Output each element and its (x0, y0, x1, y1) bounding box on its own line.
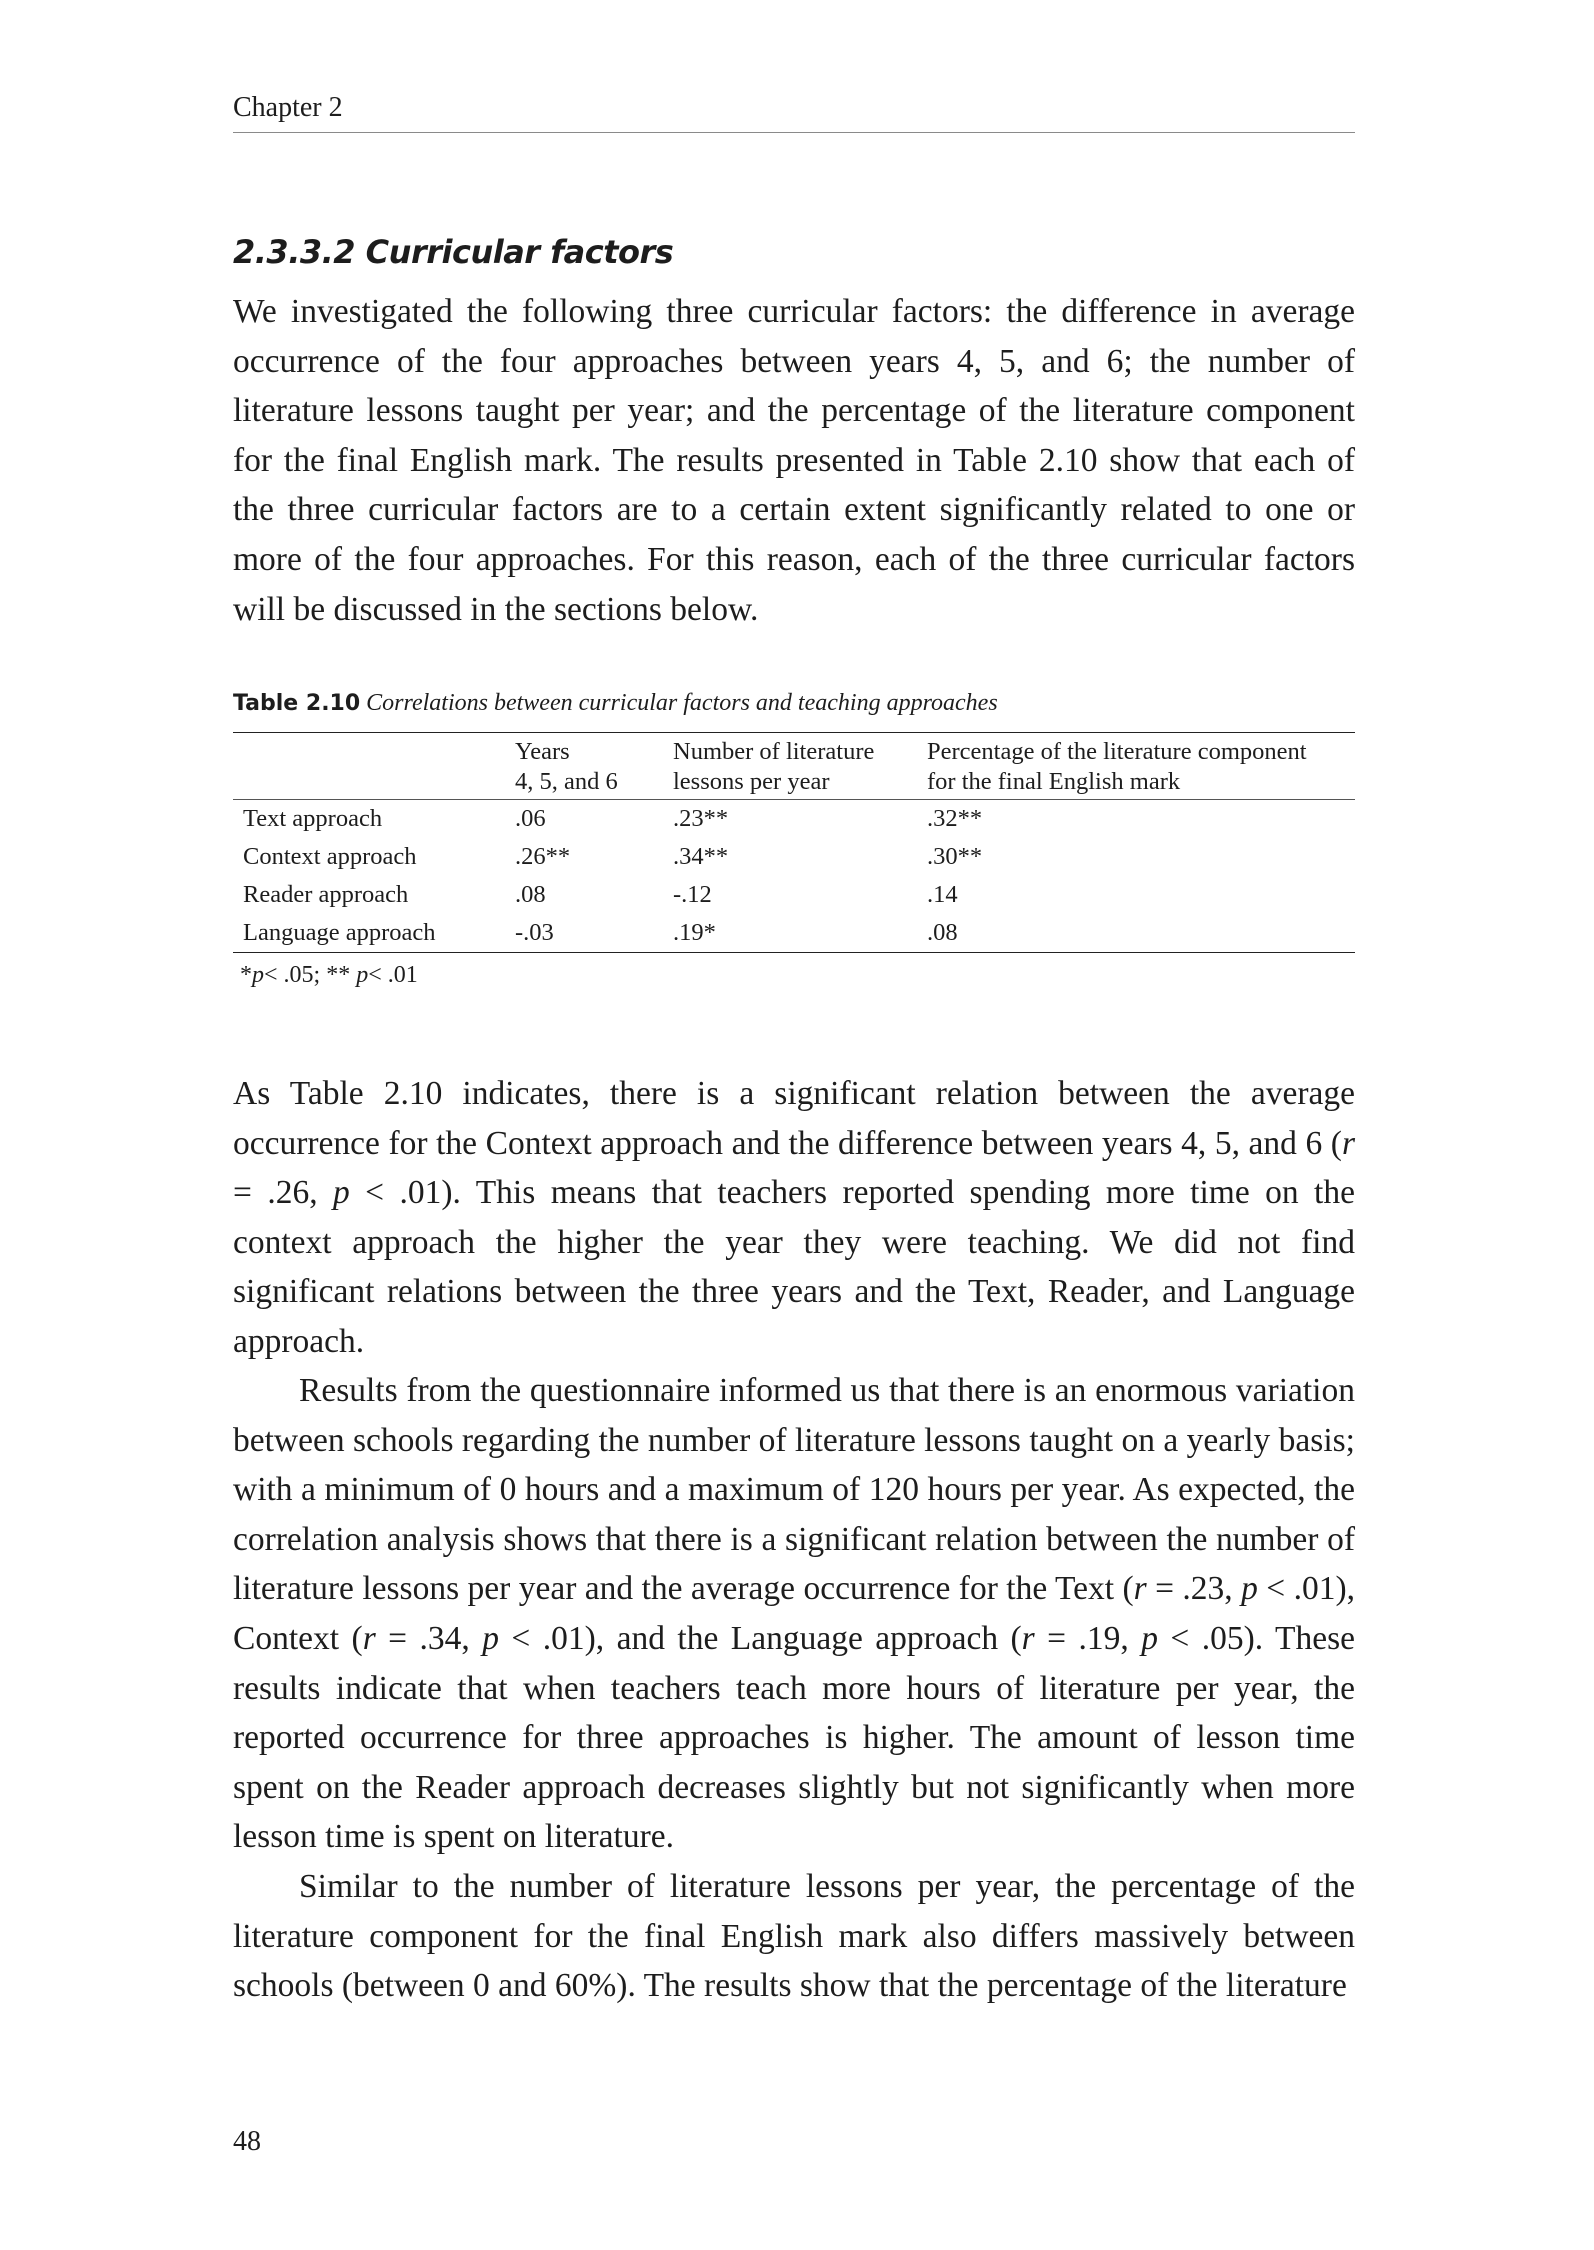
table-caption-text: Correlations between curricular factors and teaching approaches (366, 690, 998, 716)
stat-p: p (1141, 1619, 1158, 1657)
table-cell: -.03 (515, 919, 554, 946)
table-cell: .08 (927, 919, 958, 946)
table-header-lessons: Number of literature lessons per year (673, 738, 875, 795)
table-cell: .26** (515, 843, 571, 870)
table-cell: -.12 (673, 881, 712, 908)
table-header-row (233, 733, 1355, 800)
table-cell: .30** (927, 843, 983, 870)
text-run: As Table 2.10 indicates, there is a significant relation between the average occurrence for the Context approach and the difference between years 4, 5, and 6 ( (233, 1075, 1355, 1162)
results-paragraph-percentage (233, 1862, 1355, 2011)
table-row (233, 838, 1355, 876)
stat-r: r (1021, 1619, 1035, 1657)
table-cell: Reader approach (243, 881, 409, 908)
note-p: p (356, 962, 369, 988)
text-run: < .01), and the Language approach ( (498, 1619, 1022, 1657)
table-cell: Context approach (243, 843, 417, 870)
running-head: Chapter 2 (233, 92, 1355, 133)
note-star: * (240, 962, 252, 988)
table-cell: Text approach (243, 805, 383, 832)
text-run: Similar to the number of literature lessons per year, the percentage of the literature component for the final English mark also differs massively between schools (between 0 and 60%). The results show that the percentage of the literature (233, 1868, 1355, 2005)
results-paragraph-lessons (233, 1366, 1355, 1862)
table-caption (233, 690, 998, 717)
correlation-table (233, 732, 1355, 953)
stat-p: p (482, 1619, 499, 1657)
table-header-empty (233, 733, 515, 800)
page-number: 48 (233, 2126, 261, 2157)
note-p: p (252, 962, 264, 988)
table-row (233, 876, 1355, 914)
stat-r: r (362, 1619, 376, 1657)
table-label: Table 2.10 (233, 691, 361, 716)
table-cell: .14 (927, 881, 958, 908)
text-run: < .01), Context ( (233, 1570, 1355, 1657)
text-run: = .23, (1146, 1570, 1242, 1608)
stat-p: p (333, 1174, 350, 1212)
note-text: < .05; ** (264, 962, 357, 988)
stat-r: r (1341, 1124, 1355, 1162)
table-cell: Language approach (243, 919, 436, 946)
text-run: = .34, (375, 1619, 483, 1657)
table-significance-note (240, 962, 418, 989)
results-paragraph-years (233, 1069, 1355, 1367)
note-text: < .01 (368, 962, 418, 988)
text-run: < .01). This means that teachers reported spending more time on the context approach the higher the year they were teaching. We did not find significant relations between the three years and the Text, Reader, and Language approach. (233, 1174, 1355, 1360)
table-cell: .06 (515, 805, 546, 832)
table-row (233, 800, 1355, 839)
text-run: = .19, (1034, 1619, 1142, 1657)
stat-p: p (1241, 1570, 1258, 1608)
section-heading: 2.3.3.2 Curricular factors (233, 233, 674, 271)
table-cell: .34** (673, 843, 729, 870)
table-header-years: Years 4, 5, and 6 (515, 738, 618, 795)
stat-r: r (1133, 1570, 1147, 1608)
table-row (233, 914, 1355, 953)
text-run: Results from the questionnaire informed us that there is an enormous variation between schools regarding the number of literature lessons taught on a yearly basis; with a minimum of 0 hours and a maximum of 120 hours per year. As expected, the correlation analysis shows that there is a significant relation between the number of literature lessons per year and the average occurrence for the Text ( (233, 1372, 1355, 1608)
table-header-percentage: Percentage of the literature component for the final English mark (927, 738, 1307, 795)
table-cell: .08 (515, 881, 546, 908)
text-run: < .05). These results indicate that when teachers teach more hours of literature per year, the reported occurrence for three approaches is higher. The amount of lesson time spent on the Reader approach decreases slightly but not significantly when more lesson time is spent on literature. (233, 1619, 1355, 1856)
table-cell: .23** (673, 805, 729, 832)
table-cell: .19* (673, 919, 716, 946)
intro-paragraph: We investigated the following three curricular factors: the difference in average occurrence of the four approaches between years 4, 5, and 6; the number of literature lessons taught per year; and the percentage of the literature component for the final English mark. The results presented in Table 2.10 show that each of the three curricular factors are to a certain extent significantly related to one or more of the four approaches. For this reason, each of the three curricular factors will be discussed in the sections below. (233, 293, 1355, 628)
text-run: = .26, (233, 1174, 333, 1212)
table-cell: .32** (927, 805, 983, 832)
